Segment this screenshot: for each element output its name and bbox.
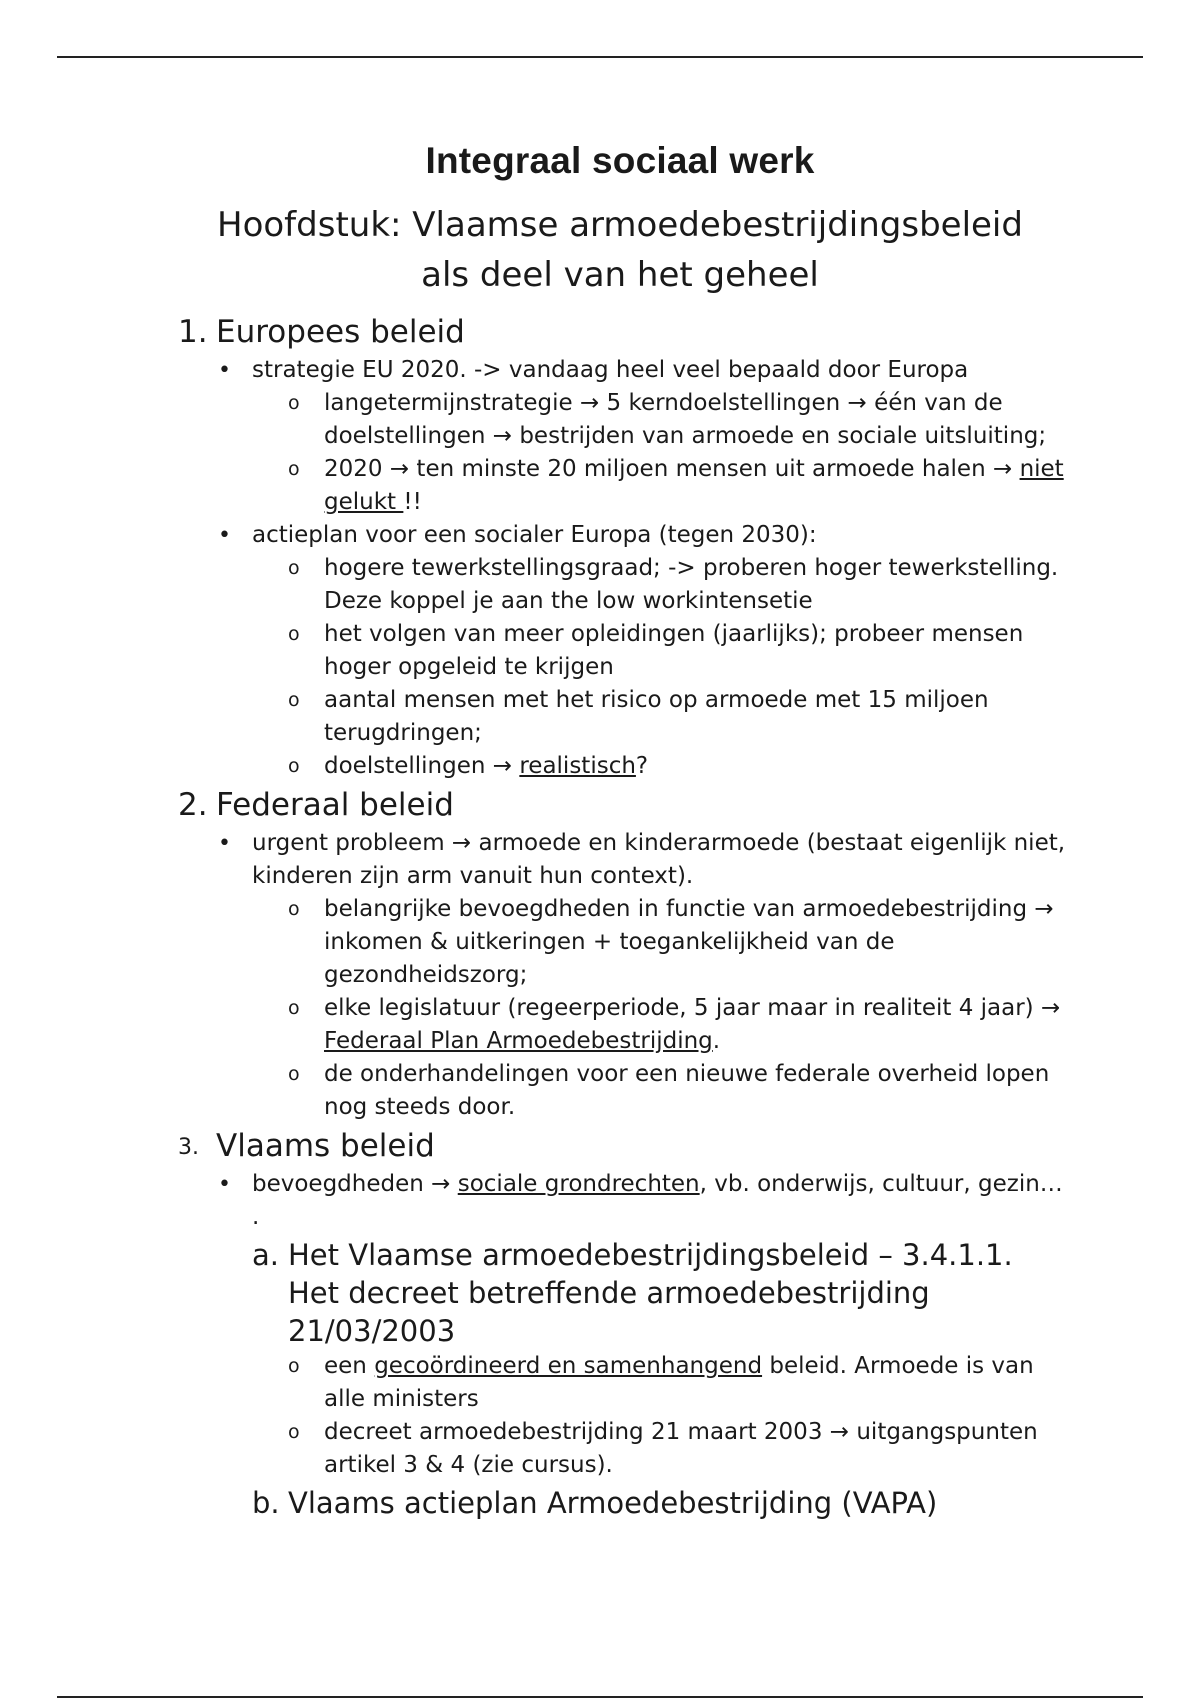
section-number: 2. <box>178 787 208 823</box>
subsection-title: Het Vlaamse armoedebestrijdingsbeleid – 3.4.1.1. Het decreet betreffende armoedebestrijding 21/03/2003 <box>288 1238 1013 1348</box>
subsection-heading-b <box>252 1484 1070 1522</box>
sub-list <box>252 387 1070 519</box>
section-heading-vlaams <box>170 1124 1070 1168</box>
bullet-list <box>170 1168 1070 1522</box>
section-title: Vlaams beleid <box>216 1128 435 1164</box>
list-item-text: actieplan voor een socialer Europa (tegen 2030): <box>252 522 817 548</box>
document-title: Integraal sociaal werk <box>425 140 815 181</box>
sub-list-item: o hogere tewerkstellingsgraad; -> proberen hoger tewerkstelling. Deze koppel je aan the low workintensetie <box>324 552 1070 618</box>
section-title: Federaal beleid <box>216 787 454 823</box>
subsection-letter: a. <box>252 1238 279 1272</box>
list-item-text: strategie EU 2020. -> vandaag heel veel bepaald door Europa <box>252 357 969 383</box>
underlined-text: realistisch <box>519 753 636 779</box>
sub-list-item: o de onderhandelingen voor een nieuwe federale overheid lopen nog steeds door. <box>324 1058 1070 1124</box>
chapter-title-line1: Hoofdstuk: Vlaamse armoedebestrijdingsbeleid <box>217 205 1023 245</box>
sub-list-item: o een gecoördineerd en samenhangend beleid. Armoede is van alle ministers <box>324 1350 1070 1416</box>
sub-list-item: o 2020 → ten minste 20 miljoen mensen uit armoede halen → niet gelukt !! <box>324 453 1070 519</box>
chapter-title <box>170 200 1070 300</box>
sub-list <box>252 893 1070 1124</box>
sub-list-item: o langetermijnstrategie → 5 kerndoelstellingen → één van de doelstellingen → bestrijden van armoede en sociale uitsluiting; <box>324 387 1070 453</box>
list-item <box>252 354 1070 519</box>
section-number: 3. <box>178 1135 199 1160</box>
document-page <box>170 140 1070 1522</box>
underlined-text: sociale grondrechten <box>457 1171 700 1197</box>
sub-list-item: o decreet armoedebestrijding 21 maart 2003 → uitgangspunten artikel 3 & 4 (zie cursus). <box>324 1416 1070 1482</box>
list-item <box>252 519 1070 783</box>
sub-list-item: o het volgen van meer opleidingen (jaarlijks); probeer mensen hoger opgeleid te krijgen <box>324 618 1070 684</box>
section-number: 1. <box>178 314 208 350</box>
bullet-list <box>170 354 1070 783</box>
list-item: • bevoegdheden → sociale grondrechten, vb. onderwijs, cultuur, gezin… . a. Het Vlaamse armoedebestrijdingsbeleid – 3.4.1.1. Het decreet betreffende armoedebestrijding 21/03/2003 o een gecoördineerd en samenhangend beleid. Armoede is van alle ministers o decreet armoedebestrijding 21 maart 2003 → uitgangspunten artikel 3 & 4 (zie cursus). b. Vlaams actieplan Armoedebestrijding (VAPA) <box>252 1168 1070 1522</box>
sub-list-item: o belangrijke bevoegdheden in functie van armoedebestrijding → inkomen & uitkeringen + toegankelijkheid van de gezondheidszorg; <box>324 893 1070 992</box>
underlined-text: niet gelukt <box>324 456 1064 515</box>
list-item <box>252 827 1070 1124</box>
footer-rule <box>57 1696 1143 1698</box>
section-title: Europees beleid <box>216 314 465 350</box>
subsection-title: Vlaams actieplan Armoedebestrijding (VAPA) <box>288 1486 938 1520</box>
underlined-text: Federaal Plan Armoedebestrijding <box>324 1028 713 1054</box>
subsection-heading-a <box>252 1236 1070 1350</box>
sub-list-item: o doelstellingen → realistisch? <box>324 750 1070 783</box>
sub-list <box>252 552 1070 783</box>
subsection-letter: b. <box>252 1486 280 1520</box>
section-heading-europees <box>170 310 1070 354</box>
sub-list-item: o aantal mensen met het risico op armoede met 15 miljoen terugdringen; <box>324 684 1070 750</box>
chapter-title-line2: als deel van het geheel <box>421 255 819 295</box>
bullet-list <box>170 827 1070 1124</box>
sub-list <box>252 1350 1070 1482</box>
section-heading-federaal <box>170 783 1070 827</box>
list-item-text: urgent probleem → armoede en kinderarmoede (bestaat eigenlijk niet, kinderen zijn arm vanuit hun context). <box>252 830 1066 889</box>
header-rule <box>57 56 1143 58</box>
underlined-text: gecoördineerd en samenhangend <box>374 1353 763 1379</box>
sub-list-item: o elke legislatuur (regeerperiode, 5 jaar maar in realiteit 4 jaar) → Federaal Plan Armoedebestrijding. <box>324 992 1070 1058</box>
